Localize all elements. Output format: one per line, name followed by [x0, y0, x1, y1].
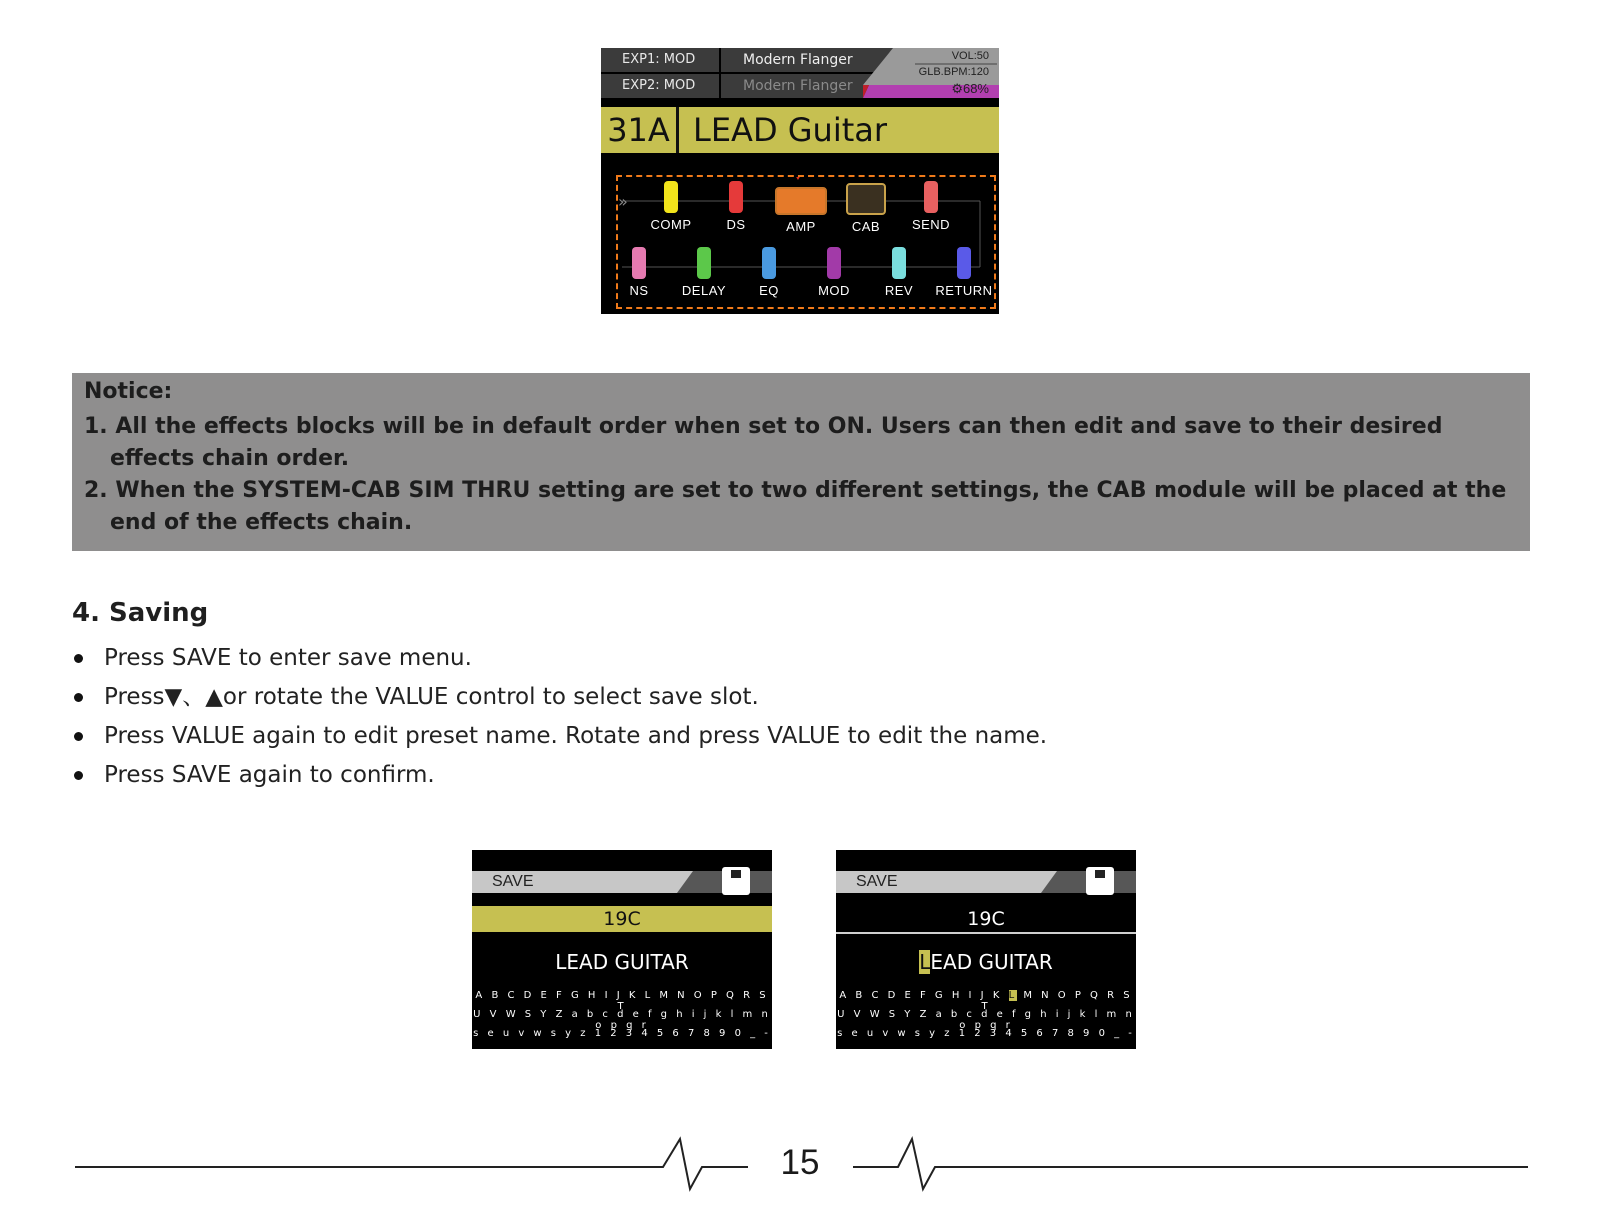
effect-block-label: COMP [650, 217, 692, 232]
ns-pedal-icon [632, 247, 646, 279]
gear-icon: ⚙ [951, 81, 963, 96]
save-screen-slot-select [472, 850, 772, 1049]
battery-readout: ⚙68% [951, 81, 989, 96]
eq-pedal-icon [762, 247, 776, 279]
return-pedal-icon [957, 247, 971, 279]
effect-block-send [896, 181, 966, 232]
effects-chain [616, 175, 996, 309]
effect-block-label: NS [629, 283, 649, 298]
notice-title: Notice: [84, 379, 173, 404]
effect-block-label: SEND [911, 217, 951, 232]
rev-pedal-icon [892, 247, 906, 279]
save-slot: 19C [836, 906, 1136, 934]
preset-name: LEAD Guitar [693, 111, 888, 149]
effect-block-label: DS [726, 217, 746, 232]
step-item: Press VALUE again to edit preset name. Rotate and press VALUE to edit the name. [72, 717, 1472, 756]
effect-block-amp [766, 181, 836, 234]
section-title-saving: 4. Saving [72, 598, 209, 628]
effect-block-comp [636, 181, 706, 232]
effect-block-ds [701, 181, 771, 232]
effect-block-mod [799, 247, 869, 298]
bpm-readout: GLB.BPM:120 [918, 66, 989, 78]
save-screen-name-edit [836, 850, 1136, 1049]
effect-block-label: REV [884, 283, 914, 298]
svg-text:»: » [618, 192, 628, 211]
exp2-label: EXP2: MOD [601, 74, 719, 98]
preset-name-edit: LEAD GUITAR [919, 950, 1053, 974]
preset-number: 31A [601, 107, 679, 153]
cab-pedal-icon [846, 183, 886, 215]
exp1-label: EXP1: MOD [601, 48, 719, 72]
comp-pedal-icon [664, 181, 678, 213]
save-label: SAVE [492, 873, 534, 890]
effect-block-label: RETURN [935, 283, 993, 298]
step-item: Press▼、▲or rotate the VALUE control to select save slot. [72, 678, 1472, 717]
effect-block-label: DELAY [681, 283, 727, 298]
page-number: 15 [780, 1143, 820, 1182]
effect-block-label: EQ [759, 283, 779, 298]
char-row-1: A B C D E F G H I J K L M N O P Q R S T [475, 990, 769, 1012]
effect-block-return [929, 247, 999, 298]
char-row-2: U V W S Y Z a b c d e f g h i j k l m n o p q r [473, 1009, 771, 1031]
effect-block-cab [831, 181, 901, 234]
char-row-3: s e u v w s y z 1 2 3 4 5 6 7 8 9 0 _ - [473, 1028, 771, 1039]
effect-block-eq [734, 247, 804, 298]
volume-readout: VOL:50 [951, 50, 989, 62]
char-cursor: L [1008, 990, 1018, 1001]
exp2-effect: Modern Flanger [721, 74, 893, 98]
notice-box [72, 373, 1530, 551]
effect-block-label: CAB [851, 219, 881, 234]
amp-pedal-icon [775, 187, 827, 215]
preset-screen [601, 48, 999, 314]
preset-name-display: LEAD GUITAR [555, 950, 689, 974]
char-row-2: U V W S Y Z a b c d e f g h i j k l m n o p q r [837, 1009, 1135, 1031]
notice-item-2: 2. When the SYSTEM-CAB SIM THRU setting are set to two different settings, the CAB module will be placed at the end of the effects chain. [84, 478, 1507, 535]
effect-block-rev [864, 247, 934, 298]
floppy-disk-icon [722, 867, 750, 895]
effect-block-label: AMP [786, 219, 816, 234]
ds-pedal-icon [729, 181, 743, 213]
save-label: SAVE [856, 873, 898, 890]
delay-pedal-icon [697, 247, 711, 279]
step-item: Press SAVE again to confirm. [72, 756, 1472, 795]
effect-block-delay [669, 247, 739, 298]
exp1-effect: Modern Flanger [721, 48, 893, 72]
effect-block-label: MOD [818, 283, 850, 298]
mod-pedal-icon [827, 247, 841, 279]
send-pedal-icon [924, 181, 938, 213]
char-row-3: s e u v w s y z 1 2 3 4 5 6 7 8 9 0 _ - [837, 1028, 1135, 1039]
status-panel [883, 48, 999, 98]
saving-steps [72, 639, 1472, 795]
char-row-1: A B C D E F G H I J K L M N O P Q R S T [839, 990, 1133, 1012]
step-item: Press SAVE to enter save menu. [72, 639, 1472, 678]
notice-item-1: 1. All the effects blocks will be in default order when set to ON. Users can then edit and save to their desired effects chain order. [84, 414, 1443, 471]
name-cursor: L [919, 950, 931, 974]
effect-block-ns [604, 247, 674, 298]
save-slot: 19C [472, 906, 772, 932]
floppy-disk-icon [1086, 867, 1114, 895]
